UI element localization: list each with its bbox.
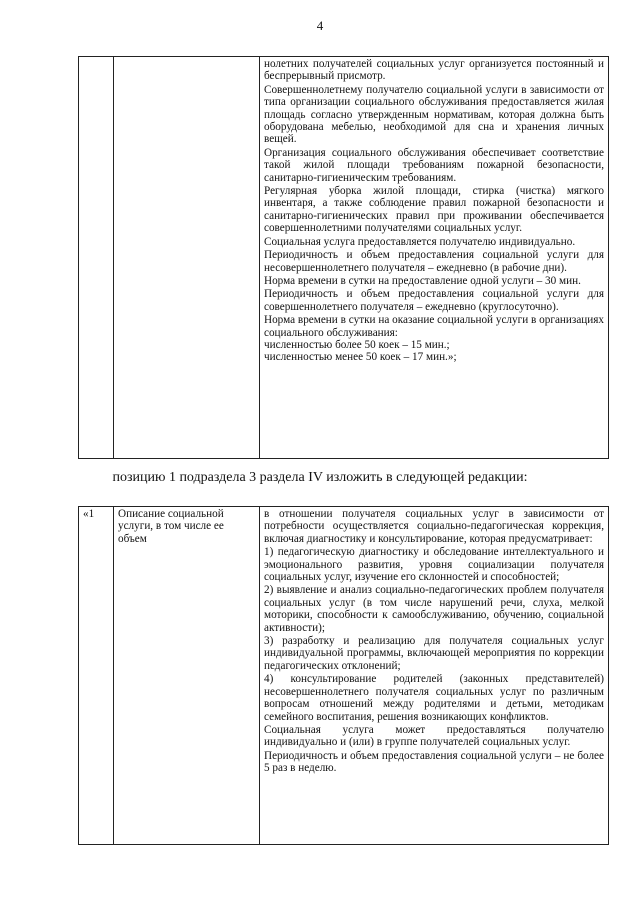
amendment-instruction: позицию 1 подраздела 3 раздела IV изложить в следующей редакции:	[112, 470, 528, 485]
paragraph: Регулярная уборка жилой площади, стирка (чистка) мягкого инвентаря, а также соблюдение правил пожарной безопасности и санитарно-гигиенических правил при проживании обеспечивается совершеннолетними получателями социальных услуг.	[264, 185, 604, 235]
service-description-cell	[260, 57, 609, 459]
paragraph: 4) консультирование родителей (законных представителей) несовершеннолетнего получателя социальных услуг по различным вопросам отношений между родителями и детьми, методикам семейного воспитания, решения возникающих конфликтов.	[264, 673, 604, 723]
table-row	[79, 57, 609, 459]
paragraph: нолетних получателей социальных услуг организуется постоянный и беспрерывный присмотр.	[264, 58, 604, 83]
paragraph: 2) выявление и анализ социально-педагогических проблем получателя социальных услуг (в том числе нарушений речи, слуха, мелкой моторики, способности к самообслуживанию, обучению, социальной активности);	[264, 584, 604, 634]
paragraph: 3) разработку и реализацию для получателя социальных услуг индивидуальной программы, включающей мероприятия по коррекции педагогических отклонений;	[264, 635, 604, 672]
paragraph: Социальная услуга предоставляется получателю индивидуально.	[264, 235, 576, 248]
paragraph: Периодичность и объем предоставления социальной услуги для совершеннолетнего получателя – ежедневно (круглосуточно).	[264, 288, 604, 313]
position-number-cell: «1	[79, 507, 114, 845]
services-table-new-edition	[78, 506, 609, 845]
paragraph: Периодичность и объем предоставления социальной услуги – не более 5 раз в неделю.	[264, 749, 604, 775]
paragraph: Организация социального обслуживания обеспечивает соответствие такой жилой площади требованиям пожарной безопасности, санитарно-гигиеническим требованиям.	[264, 146, 604, 184]
paragraph: в отношении получателя социальных услуг в зависимости от потребности осуществляется социально-педагогическая коррекция, включая диагностику и консультирование, которая предусматривает:	[264, 508, 604, 545]
paragraph: численностью менее 50 коек – 17 мин.»;	[264, 351, 457, 364]
service-name-cell	[114, 57, 260, 459]
paragraph: численностью более 50 коек – 15 мин.;	[264, 338, 450, 351]
position-number-cell	[79, 57, 114, 459]
paragraph: Социальная услуга может предоставляться получателю индивидуально и (или) в группе получателей социальных услуг.	[264, 723, 604, 749]
table-row	[79, 507, 609, 845]
paragraph: Периодичность и объем предоставления социальной услуги для несовершеннолетнего получателя – ежедневно (в рабочие дни).	[264, 249, 604, 274]
paragraph: 1) педагогическую диагностику и обследование интеллектуального и эмоционального развития, уровня социализации получателя социальных услуг, изучение его склонностей и способностей;	[264, 546, 604, 584]
service-name-cell: Описание социальной услуги, в том числе ее объем	[114, 507, 260, 845]
services-table-continued	[78, 56, 609, 459]
page-number: 4	[316, 18, 324, 33]
paragraph: Норма времени в сутки на оказание социальной услуги в организациях социального обслуживания:	[264, 314, 604, 339]
paragraph: Совершеннолетнему получателю социальной услуги в зависимости от типа организации социального обслуживания предоставляется жилая площадь согласно утвержденным нормативам, которая должна быть оборудована мебелью, необходимой для сна и хранения личных вещей.	[264, 83, 604, 146]
service-description-cell	[260, 507, 609, 845]
paragraph: Норма времени в сутки на предоставление одной услуги – 30 мин.	[264, 274, 581, 287]
